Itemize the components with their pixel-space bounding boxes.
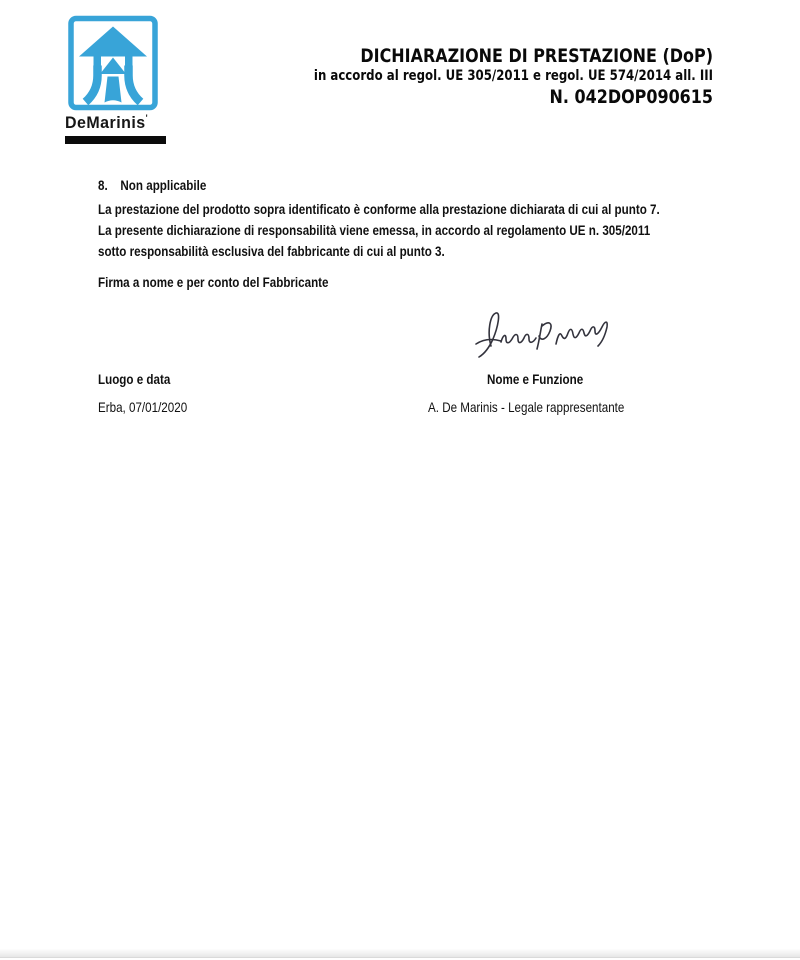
- document-title: DICHIARAZIONE DI PRESTAZIONE (DoP): [360, 45, 713, 67]
- demarinis-logo: [65, 15, 171, 144]
- place-date-label: Luogo e data: [98, 371, 171, 387]
- handwritten-signature-icon: [472, 302, 610, 358]
- list-item-number: 8.: [98, 177, 108, 193]
- name-function-value: A. De Marinis - Legale rappresentante: [428, 399, 625, 415]
- brand-name: DeMarinis': [65, 113, 149, 132]
- name-function-label: Nome e Funzione: [487, 371, 584, 387]
- brand-underline-bar: [65, 136, 166, 144]
- document-number: N. 042DOP090615: [549, 86, 713, 108]
- place-date-value: Erba, 07/01/2020: [98, 399, 188, 415]
- list-item-text: Non applicabile: [120, 177, 207, 193]
- page-bottom-edge: [0, 949, 800, 958]
- signature-image: [472, 302, 610, 358]
- demarinis-house-arrow-icon: [68, 15, 158, 111]
- brand-trademark: ': [145, 113, 149, 123]
- paragraph-line: La prestazione del prodotto sopra identificato è conforme alla prestazione dichiarata di cui al punto 7.: [98, 201, 660, 217]
- document-subtitle: in accordo al regol. UE 305/2011 e regol. UE 574/2014 all. III: [313, 68, 713, 84]
- signature-caption: Firma a nome e per conto del Fabbricante: [98, 274, 329, 290]
- paragraph-line: sotto responsabilità esclusiva del fabbricante di cui al punto 3.: [98, 243, 445, 259]
- list-item-8: [98, 176, 206, 194]
- paragraph-line: La presente dichiarazione di responsabilità viene emessa, in accordo al regolamento UE n. 305/2011: [98, 222, 651, 238]
- document-header: [259, 45, 713, 109]
- declaration-paragraph: [98, 199, 660, 262]
